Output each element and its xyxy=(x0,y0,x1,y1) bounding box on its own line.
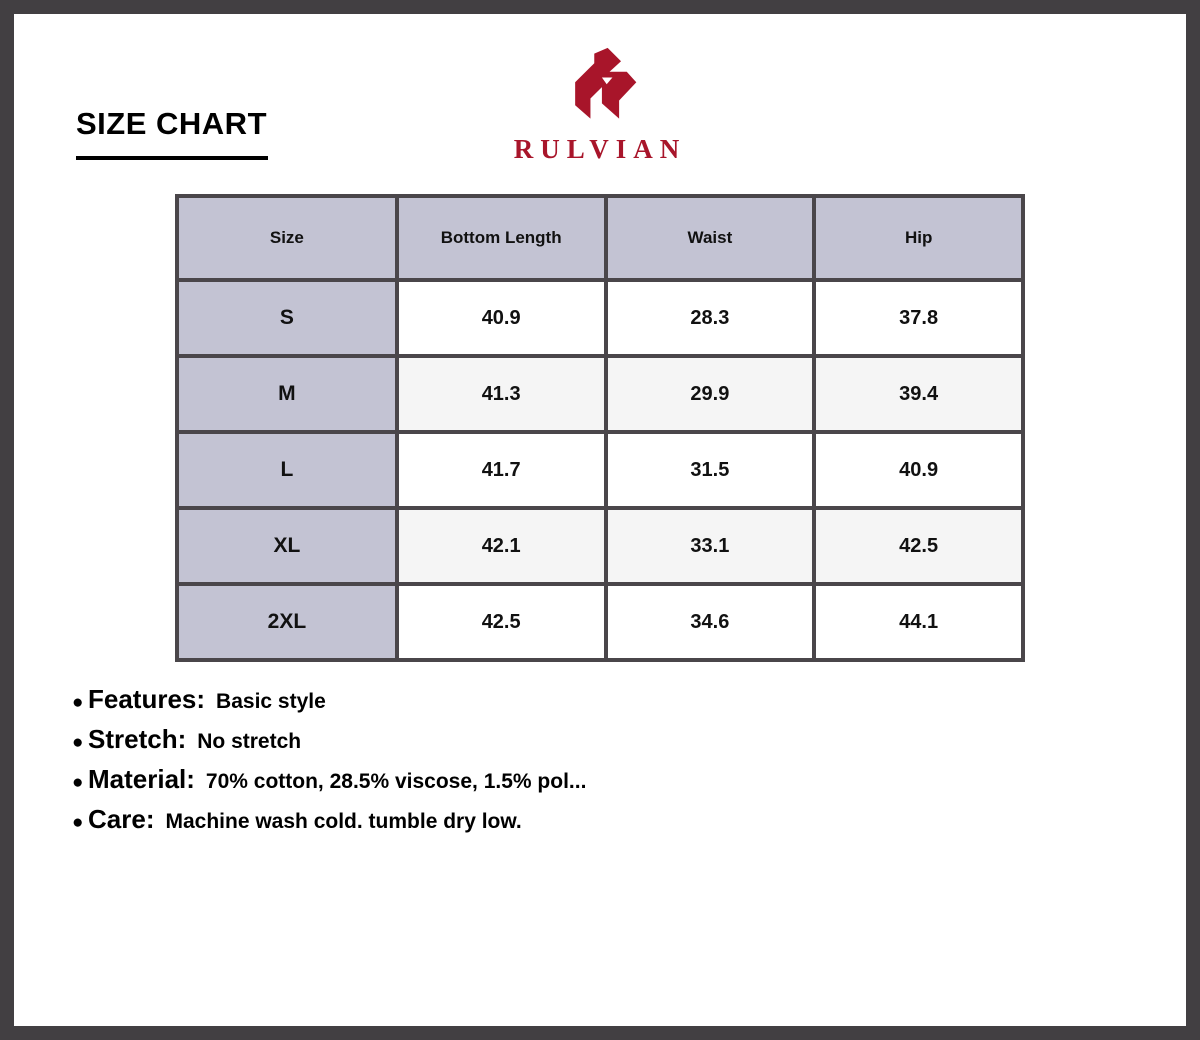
size-table-wrapper xyxy=(175,194,1025,662)
note-value: Machine wash cold. tumble dry low. xyxy=(165,810,522,833)
bullet-icon: ● xyxy=(72,732,84,753)
brand-name: RULVIAN xyxy=(513,134,687,164)
cell-size: XL xyxy=(179,510,395,582)
cell-waist: 28.3 xyxy=(608,282,813,354)
cell-hip: 40.9 xyxy=(816,434,1021,506)
cell-waist: 29.9 xyxy=(608,358,813,430)
cell-size: M xyxy=(179,358,395,430)
cell-waist: 33.1 xyxy=(608,510,813,582)
table-row xyxy=(179,510,1021,582)
cell-size: L xyxy=(179,434,395,506)
table-row xyxy=(179,586,1021,658)
column-header-size: Size xyxy=(179,198,395,278)
cell-hip: 39.4 xyxy=(816,358,1021,430)
page-title: SIZE CHART xyxy=(76,106,267,141)
cell-size: S xyxy=(179,282,395,354)
bullet-icon: ● xyxy=(72,772,84,793)
note-value: No stretch xyxy=(197,730,302,753)
column-header-hip: Hip xyxy=(816,198,1021,278)
bullet-icon: ● xyxy=(72,692,84,713)
note-label: Stretch: xyxy=(88,724,187,754)
note-item xyxy=(72,804,1146,835)
note-item xyxy=(72,764,1146,795)
size-table xyxy=(175,194,1025,662)
bullet-icon: ● xyxy=(72,812,84,833)
column-header-bottom-length: Bottom Length xyxy=(399,198,604,278)
brand-block xyxy=(54,46,1146,165)
cell-bottom-length: 41.7 xyxy=(399,434,604,506)
note-label: Features: xyxy=(88,684,206,714)
table-row xyxy=(179,358,1021,430)
note-value: Basic style xyxy=(216,690,326,713)
cell-waist: 31.5 xyxy=(608,434,813,506)
column-header-waist: Waist xyxy=(608,198,813,278)
cell-bottom-length: 41.3 xyxy=(399,358,604,430)
table-row xyxy=(179,282,1021,354)
rulvian-monogram-icon xyxy=(552,46,648,132)
cell-waist: 34.6 xyxy=(608,586,813,658)
page-header xyxy=(54,36,1146,186)
cell-hip: 37.8 xyxy=(816,282,1021,354)
note-item xyxy=(72,684,1146,715)
note-label: Care: xyxy=(88,804,155,834)
note-item xyxy=(72,724,1146,755)
table-row xyxy=(179,434,1021,506)
cell-size: 2XL xyxy=(179,586,395,658)
cell-hip: 44.1 xyxy=(816,586,1021,658)
note-label: Material: xyxy=(88,764,195,794)
table-header-row xyxy=(179,198,1021,278)
cell-bottom-length: 40.9 xyxy=(399,282,604,354)
cell-bottom-length: 42.5 xyxy=(399,586,604,658)
note-value: 70% cotton, 28.5% viscose, 1.5% pol... xyxy=(205,770,587,793)
product-notes xyxy=(72,684,1146,835)
cell-bottom-length: 42.1 xyxy=(399,510,604,582)
cell-hip: 42.5 xyxy=(816,510,1021,582)
